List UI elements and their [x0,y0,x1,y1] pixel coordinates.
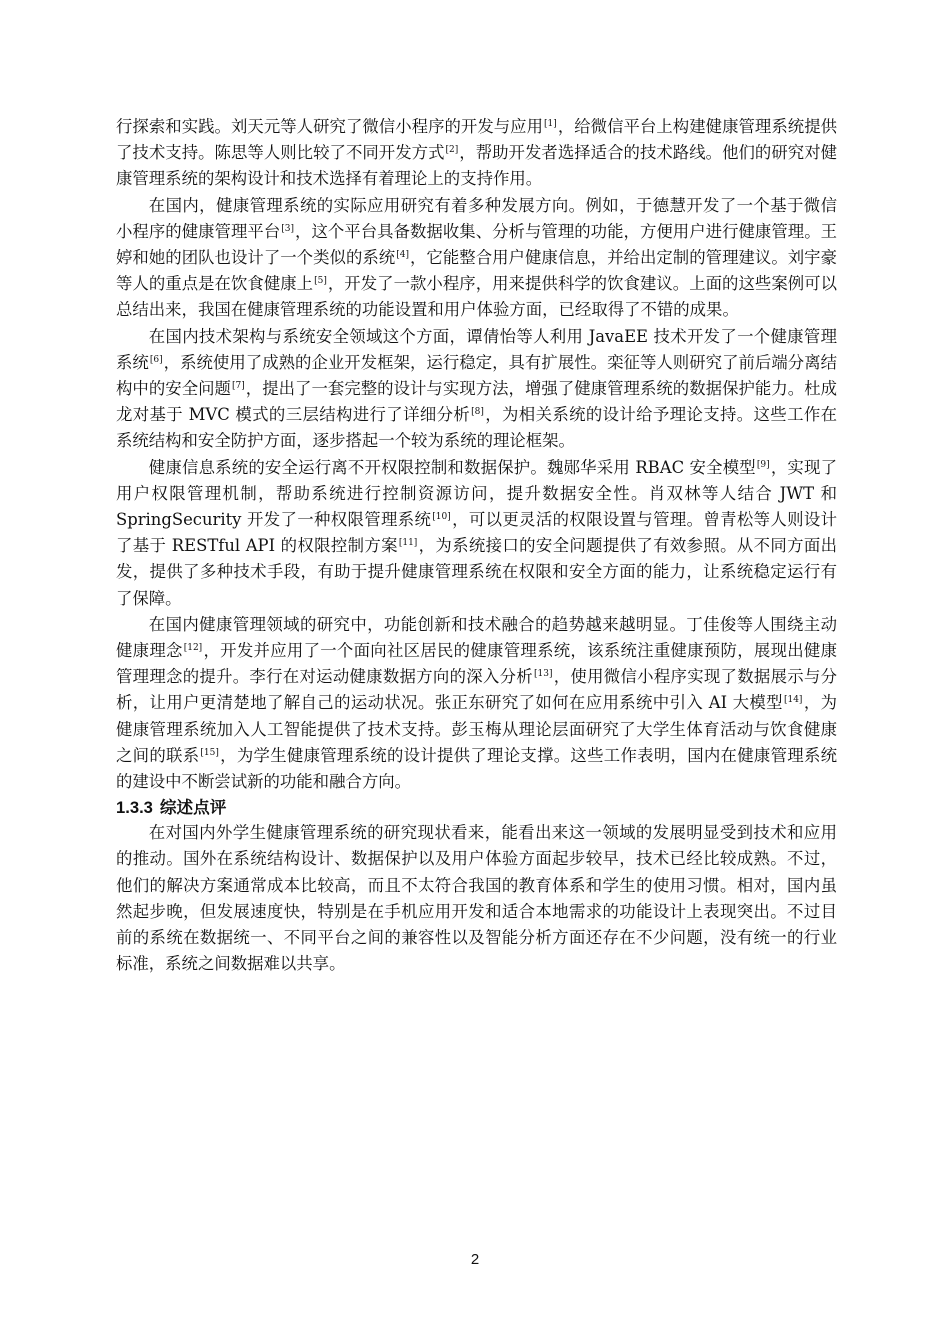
paragraph-text: 健康信息系统的安全运行离不开权限控制和数据保护。魏郧华采用 RBAC 安全模型 [148,457,756,477]
section-title: 综述点评 [159,798,227,818]
paragraph-text: ，开发了一款小程序，用来提供科学的饮食建议。上面的这些案例可以总结出来，我国在健康管理系统的功能设置和用户体验方面，已经取得了不错的成果。 [116,274,837,320]
citation-marker: [2] [445,145,459,156]
paragraph-text: ，可以更灵活的权限设置与管理。曾青松等人则设计了基于 RESTful API 的权限控制方案 [116,510,837,556]
citation-marker: [10] [432,512,451,523]
paragraph-text: 在国内健康管理领域的研究中，功能创新和技术融合的趋势越来越明显。丁佳俊等人围绕主动健康理念 [116,614,837,661]
citation-marker: [3] [281,223,294,234]
section-heading [116,795,837,820]
body-paragraph [116,193,837,324]
paragraph-text: ，它能整合用户健康信息，并给出定制的管理建议。刘宇豪等人的重点是在饮食健康上 [116,248,838,294]
paragraph-text: ，这个平台具备数据收集、分析与管理的功能，方便用户进行健康管理。王婷和她的团队也设计了一个类似的系统 [116,221,838,268]
citation-marker: [6] [149,354,163,365]
paragraph-text: ，开发并应用了一个面向社区居民的健康管理系统，该系统注重健康预防，展现出健康管理理念的提升。李行在对运动健康数据方向的深入分析 [116,641,838,687]
paragraph-text: 在国内，健康管理系统的实际应用研究有着多种发展方向。例如，于德慧开发了一个基于微信小程序的健康管理平台 [116,195,837,241]
body-paragraph [116,455,837,612]
paragraph-text: ，实现了用户权限管理机制，帮助系统进行控制资源访问，提升数据安全性。肖双林等人结合 JWT 和 SpringSecurity 开发了一种权限管理系统 [116,457,838,530]
paragraph-text: ，提出了一套完整的设计与实现方法，增强了健康管理系统的数据保护能力。杜成龙对基于 MVC 模式的三层结构进行了详细分析 [116,379,838,425]
paragraph-text: ，使用微信小程序实现了数据展示与分析，让用户更清楚地了解自己的运动状况。张正东研究了如何在应用系统中引入 AI 大模型 [116,667,838,713]
citation-marker: [15] [200,747,219,758]
citation-marker: [14] [783,695,803,706]
summary-paragraph: 在对国内外学生健康管理系统的研究现状看来，能看出来这一领域的发展明显受到技术和应用的推动。国外在系统结构设计、数据保护以及用户体验方面起步较早，技术已经比较成熟。不过，他们的解决方案通常成本比较高，而且不太符合我国的教育体系和学生的使用习惯。相对，国内虽然起步晚，但发展速度快，特别是在手机应用开发和适合本地需求的功能设计上表现突出。不过目前的系统在数据统一、不同平台之间的兼容性以及智能分析方面还存在不少问题，没有统一的行业标准，系统之间数据难以共享。 [116,823,837,974]
citation-marker: [1] [544,119,557,129]
body-paragraph [116,612,837,795]
citation-marker: [8] [471,407,484,418]
paragraph-text: ，为相关系统的设计给予理论支持。这些工作在系统结构和安全防护方面，逐步搭起一个较为系统的理论框架。 [116,405,837,451]
body-paragraph [116,114,837,193]
paragraph-text: ，帮助开发者选择适合的技术路线。他们的研究对健康管理系统的架构设计和技术选择有着理论上的支持作用。 [116,143,838,189]
paragraph-text: ，系统使用了成熟的企业开发框架，运行稳定，具有扩展性。栾征等人则研究了前后端分离结构中的安全问题 [116,352,838,399]
body-paragraph [116,324,837,455]
page-body [116,114,837,978]
citation-marker: [5] [314,276,327,287]
citation-marker: [4] [396,250,409,261]
paragraph-text: ，给微信平台上构建健康管理系统提供了技术支持。陈思等人则比较了不同开发方式 [116,117,838,163]
citation-marker: [7] [231,381,245,392]
body-paragraphs [116,114,837,795]
section-number: 1.3.3 [116,798,153,818]
citation-marker: [11] [398,538,418,549]
page-number: 2 [470,1251,480,1268]
paragraph-text: ，为健康管理系统加入人工智能提供了技术支持。彭玉梅从理论层面研究了大学生体育活动与饮食健康之间的联系 [116,693,838,765]
paragraph-text: ，为学生健康管理系统的设计提供了理论支撑。这些工作表明，国内在健康管理系统的建设中不断尝试新的功能和融合方向。 [116,745,838,792]
citation-marker: [13] [533,669,553,680]
paragraph-text: ，为系统接口的安全问题提供了有效参照。从不同方面出发，提供了多种技术手段，有助于提升健康管理系统在权限和安全方面的能力，让系统稳定运行有了保障。 [116,536,837,608]
paragraph-text: 行探索和实践。刘天元等人研究了微信小程序的开发与应用 [116,117,544,136]
paragraph-text: 在国内技术架构与系统安全领域这个方面，谭倩怡等人利用 JavaEE 技术开发了一个健康管理系统 [116,326,837,372]
citation-marker: [12] [183,643,203,654]
citation-marker: [9] [756,459,770,470]
